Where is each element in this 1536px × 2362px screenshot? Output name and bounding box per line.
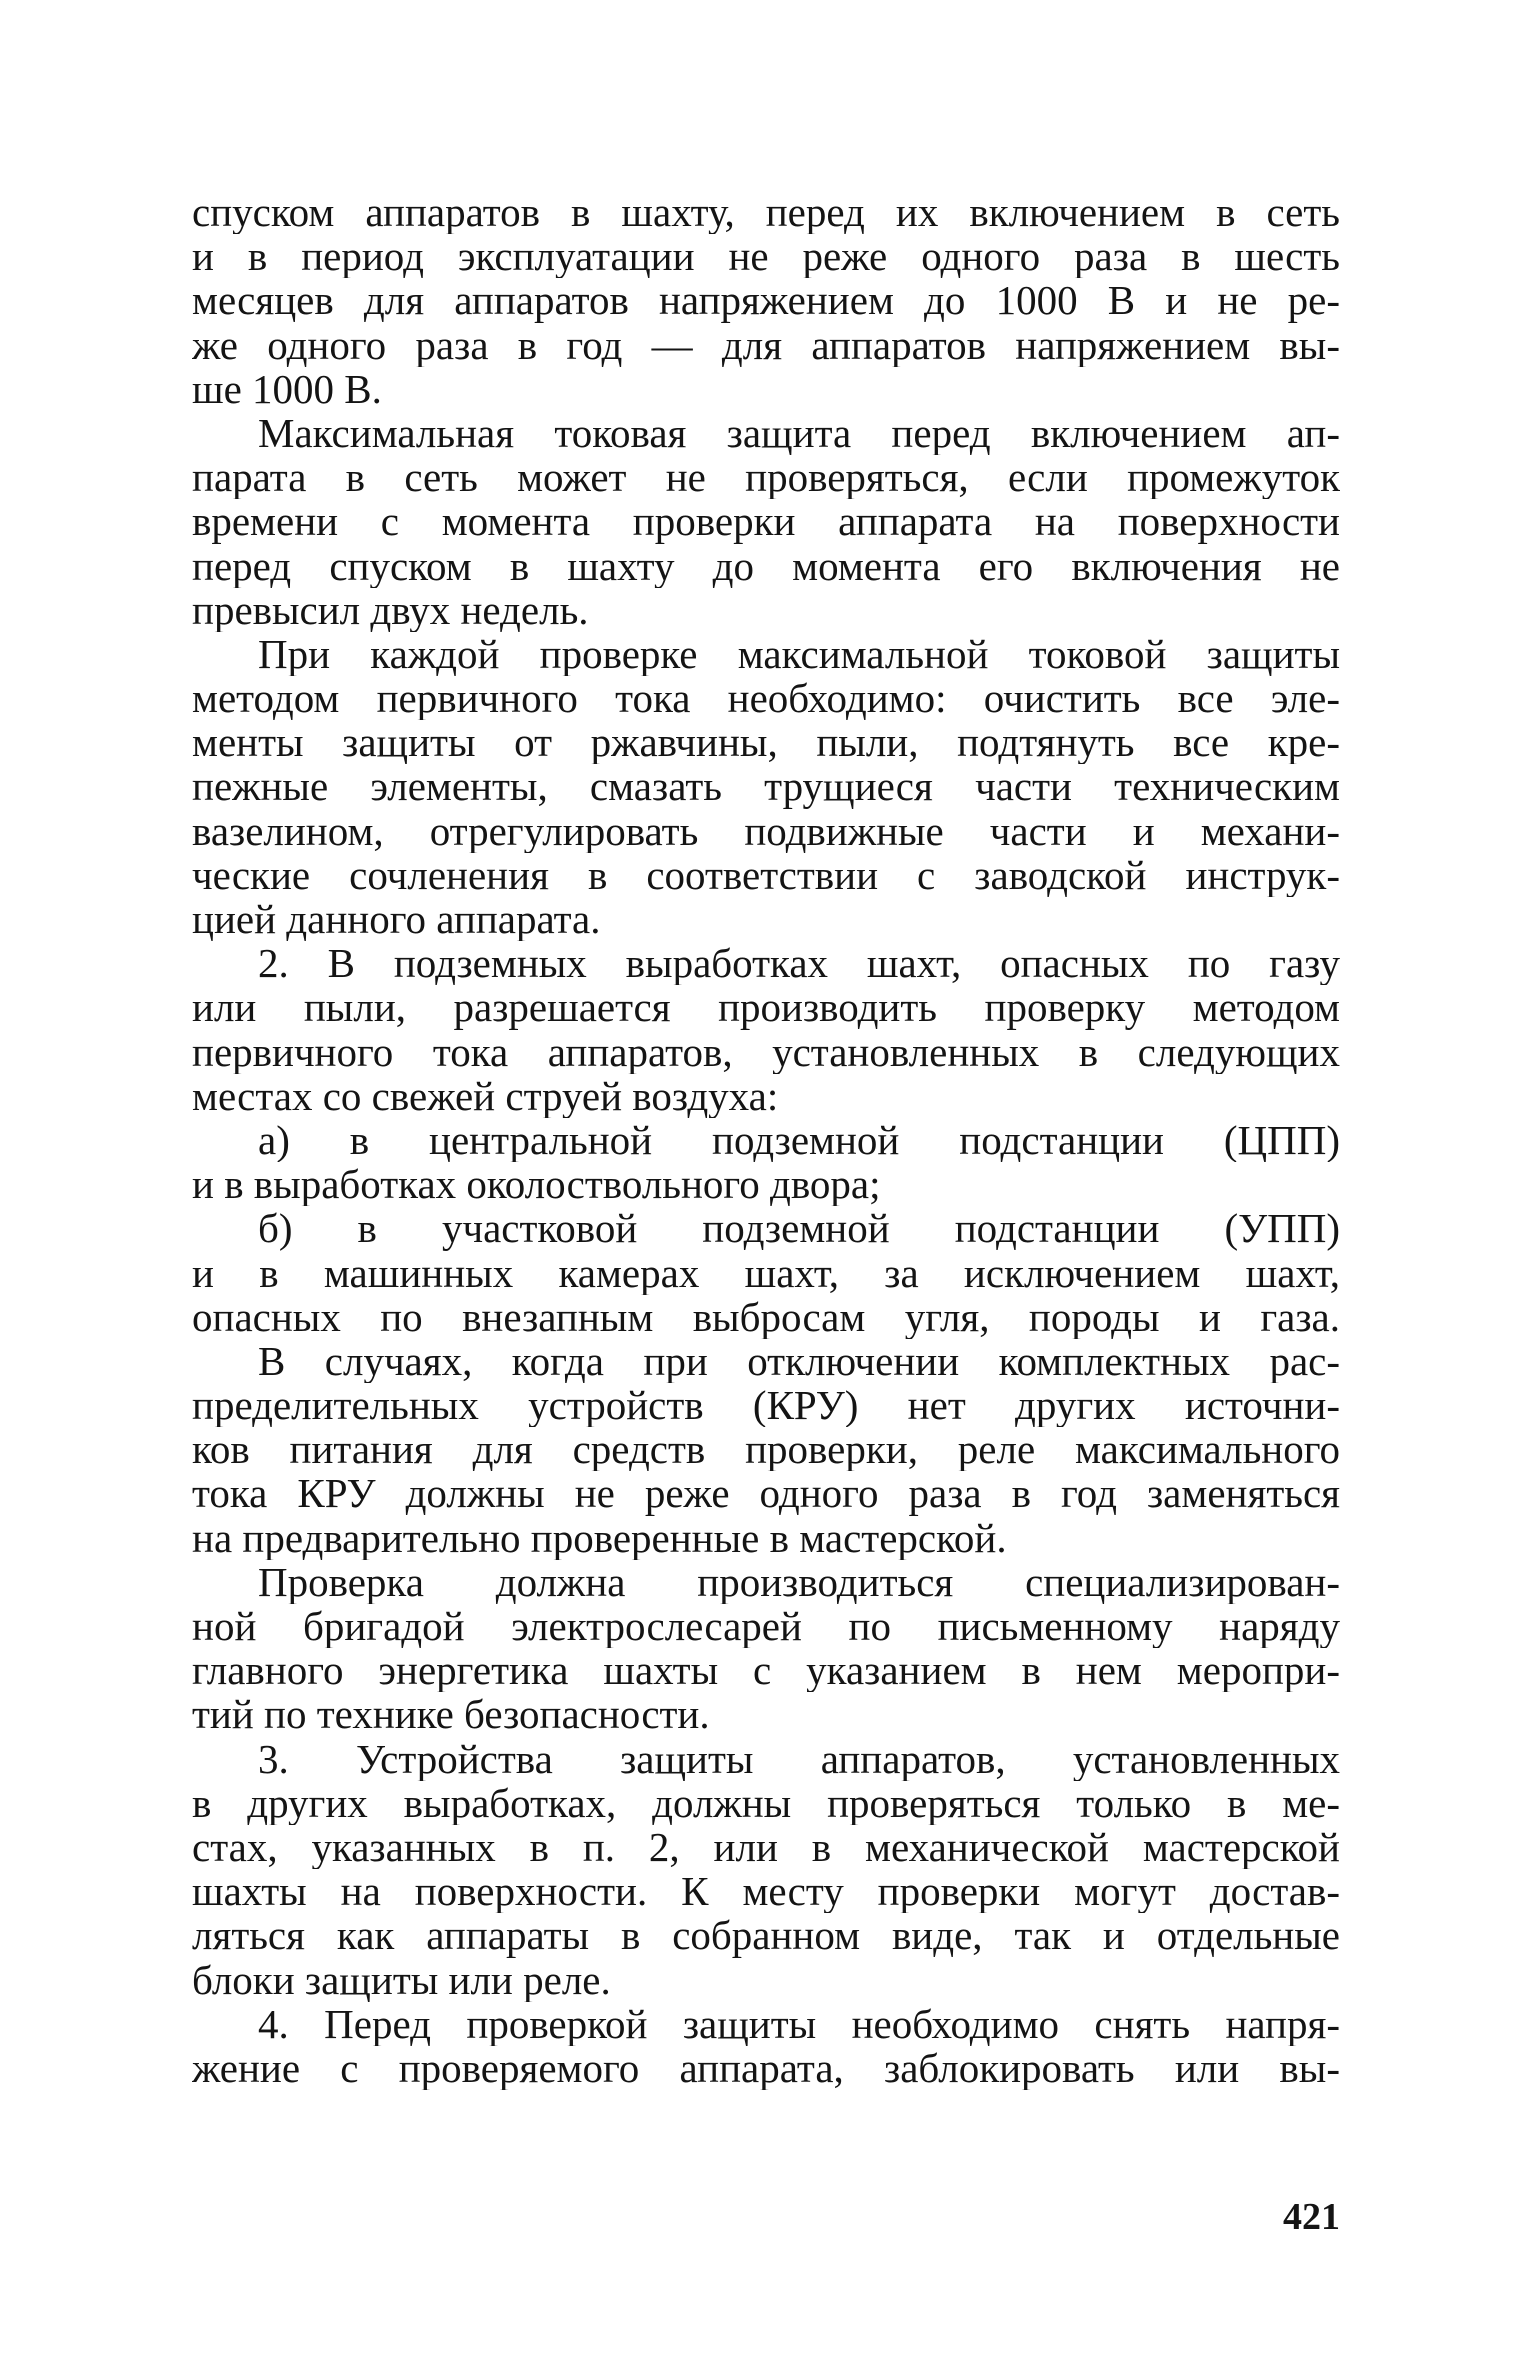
text-line: жение с проверяемого аппарата, заблокировать или вы- — [192, 2045, 1340, 2091]
text-line: цией данного аппарата. — [192, 897, 601, 942]
text-line: превысил двух недель. — [192, 587, 589, 632]
text-line: ческие сочленения в соответствии с заводской инструк- — [192, 852, 1340, 897]
text-line: вазелином, отрегулировать подвижные части и механи- — [192, 808, 1340, 853]
text-line: ше 1000 В. — [192, 366, 382, 411]
text-line: первичного тока аппаратов, установленных в следующих — [192, 1029, 1340, 1074]
body-text — [192, 190, 1340, 2090]
text-line: 4. Перед проверкой защиты необходимо снять напря- — [258, 2001, 1340, 2046]
text-line: шахты на поверхности. К месту проверки могут достав- — [192, 1869, 1340, 1914]
text-line: б) в участковой подземной подстанции (УПП) — [258, 1206, 1340, 1251]
text-line: пределительных устройств (КРУ) нет других источни- — [192, 1383, 1340, 1428]
text-line: Максимальная токовая защита перед включением ап- — [258, 410, 1340, 456]
text-line: или пыли, разрешается производить проверку методом — [192, 985, 1340, 1030]
text-line: и в выработках околоствольного двора; — [192, 1162, 881, 1207]
text-line: месяцев для аппаратов напряжением до 1000 В и не ре- — [192, 278, 1340, 323]
text-line: Проверка должна производиться специализирован- — [258, 1559, 1340, 1604]
text-line: же одного раза в год — для аппаратов напряжением вы- — [192, 322, 1340, 367]
text-line: и в машинных камерах шахт, за исключением шахт, — [192, 1250, 1340, 1295]
text-line: спуском аппаратов в шахту, перед их включением в сеть — [192, 190, 1340, 235]
page-number: 421 — [1283, 2196, 1340, 2238]
text-line: ляться как аппараты в собранном виде, так и отдельные — [192, 1913, 1340, 1958]
text-line: 2. В подземных выработках шахт, опасных по газу — [258, 941, 1340, 986]
text-line: а) в центральной подземной подстанции (ЦПП) — [258, 1117, 1340, 1163]
text-line: в других выработках, должны проверяться только в ме- — [192, 1780, 1340, 1825]
text-line: В случаях, когда при отключении комплектных рас- — [258, 1338, 1340, 1384]
text-line: главного энергетика шахты с указанием в нем меропри- — [192, 1648, 1340, 1693]
text-line: При каждой проверке максимальной токовой защиты — [258, 631, 1340, 677]
text-line: местах со свежей струей воздуха: — [192, 1073, 779, 1118]
text-line: парата в сеть может не проверяться, если промежуток — [192, 455, 1340, 500]
text-line: перед спуском в шахту до момента его включения не — [192, 543, 1340, 588]
text-line: стах, указанных в п. 2, или в механической мастерской — [192, 1824, 1340, 1870]
text-line: ков питания для средств проверки, реле максимального — [192, 1427, 1340, 1472]
text-line: опасных по внезапным выбросам угля, породы и газа. — [192, 1294, 1340, 1339]
text-line: блоки защиты или реле. — [192, 1957, 611, 2002]
text-line: ной бригадой электрослесарей по письменному наряду — [192, 1604, 1340, 1649]
text-line: и в период эксплуатации не реже одного раза в шесть — [192, 234, 1340, 279]
text-line: тока КРУ должны не реже одного раза в год заменяться — [192, 1471, 1340, 1516]
text-line: времени с момента проверки аппарата на поверхности — [192, 499, 1340, 544]
text-line: 3. Устройства защиты аппаратов, установленных — [258, 1736, 1340, 1781]
text-line: пежные элементы, смазать трущиеся части техническим — [192, 764, 1340, 809]
text-line: менты защиты от ржавчины, пыли, подтянуть все кре- — [192, 720, 1340, 765]
text-line: методом первичного тока необходимо: очистить все эле- — [192, 676, 1340, 721]
text-line: тий по технике безопасности. — [192, 1692, 710, 1737]
text-line: на предварительно проверенные в мастерской. — [192, 1515, 1007, 1560]
